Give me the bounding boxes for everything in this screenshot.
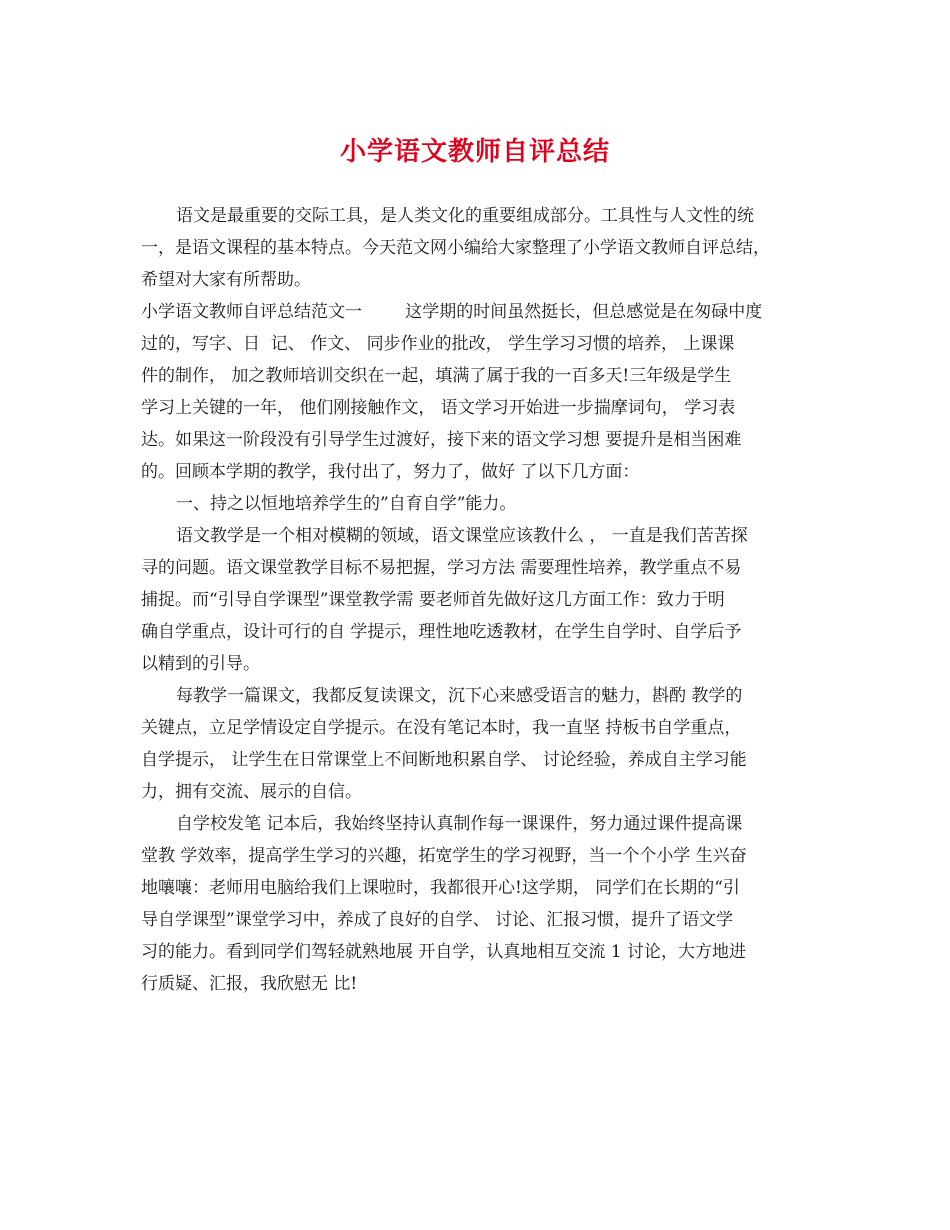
text-line: 自学提示， 让学生在日常课堂上不间断地积累自学、 讨论经验，养成自主学习能 bbox=[141, 750, 747, 770]
text-line: 以精到的引导。 bbox=[141, 654, 260, 674]
text-line: 希望对大家有所帮助。 bbox=[141, 270, 311, 290]
text-line: 达。如果这一阶段没有引导学生过渡好，接下来的语文学习想 要提升是相当困难 bbox=[141, 430, 742, 450]
text-line: 导自学课型”课堂学习中，养成了良好的自学、 讨论、汇报习惯，提升了语文学 bbox=[141, 910, 734, 930]
text-line: 地嚷嚷：老师用电脑给我们上课啦时，我都很开心!这学期， 同学们在长期的“引 bbox=[141, 878, 740, 898]
text-line: 行质疑、汇报，我欣慰无 比! bbox=[141, 974, 358, 994]
text-line: 力，拥有交流、展示的自信。 bbox=[141, 782, 362, 802]
text-line: 一、持之以恒地培养学生的”自育自学”能力。 bbox=[176, 494, 517, 514]
text-line: 自学校发笔 记本后，我始终坚持认真制作每一课课件，努力通过课件提高课 bbox=[176, 814, 743, 834]
text-line: 一，是语文课程的基本特点。今天范文网小编给大家整理了小学语文教师自评总结， bbox=[141, 238, 770, 258]
text-line: 每教学一篇课文，我都反复读课文，沉下心来感受语言的魅力，斟酌 教学的 bbox=[176, 686, 743, 706]
page-title: 小学语文教师自评总结 bbox=[339, 137, 610, 167]
text-line: 习的能力。看到同学们驾轻就熟地展 开自学，认真地相互交流 1 讨论，大方地进 bbox=[141, 942, 747, 962]
text-line: 确自学重点，设计可行的自 学提示，理性地吃透教材，在学生自学时、自学后予 bbox=[141, 622, 742, 642]
text-line: 语文是最重要的交际工具，是人类文化的重要组成部分。工具性与人文性的统 bbox=[176, 206, 754, 226]
text-line: 寻的问题。语文课堂教学目标不易把握，学习方法 需要理性培养，教学重点不易 bbox=[141, 558, 742, 578]
text-line: 捕捉。而“引导自学课型”课堂教学需 要老师首先做好这几方面工作：致力于明 bbox=[141, 590, 725, 610]
text-line: 语文教学是一个相对模糊的领域，语文课堂应该教什么 ， 一直是我们苦苦探 bbox=[176, 526, 748, 546]
text-line: 学习上关键的一年， 他们刚接触作文， 语文学习开始进一步揣摩词句， 学习表 bbox=[141, 398, 736, 418]
text-line: 件的制作， 加之教师培训交织在一起，填满了属于我的一百多天!三年级是学生 bbox=[141, 366, 732, 386]
text-line: 堂教 学效率，提高学生学习的兴趣，拓宽学生的学习视野，当一个个小学 生兴奋 bbox=[141, 846, 747, 866]
text-line: 小学语文教师自评总结范文一 这学期的时间虽然挺长，但总感觉是在匆碌中度 bbox=[141, 302, 763, 322]
text-line: 的。回顾本学期的教学，我付出了，努力了，做好 了以下几方面： bbox=[141, 462, 640, 482]
text-line: 关键点，立足学情设定自学提示。在没有笔记本时，我一直坚 持板书自学重点， bbox=[141, 718, 742, 738]
text-line: 过的，写字、日 记、 作文、 同步作业的批改， 学生学习习惯的培养， 上课课 bbox=[141, 334, 735, 354]
document-body bbox=[141, 200, 821, 1000]
